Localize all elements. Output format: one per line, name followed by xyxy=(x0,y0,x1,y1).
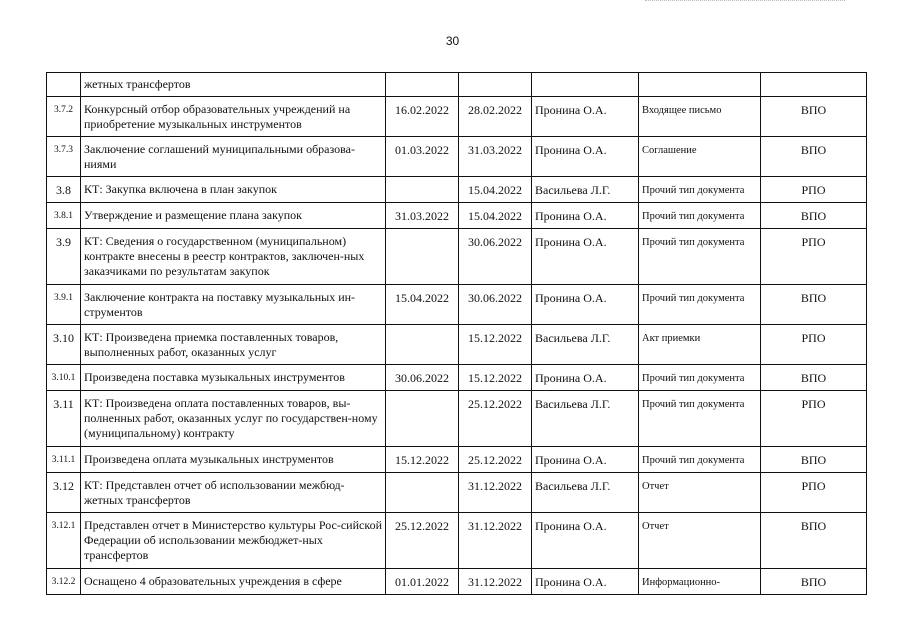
row-number: 3.8 xyxy=(47,177,81,203)
start-date: 25.12.2022 xyxy=(386,513,459,569)
responsible-person: Пронина О.А. xyxy=(532,97,639,137)
task-name: Оснащено 4 образовательных учреждения в сфере xyxy=(81,569,386,595)
end-date: 15.04.2022 xyxy=(459,177,532,203)
start-date: 01.03.2022 xyxy=(386,137,459,177)
control-level: ВПО xyxy=(761,365,867,391)
document-type: Прочий тип документа xyxy=(639,447,761,473)
table-row xyxy=(47,513,867,569)
row-number: 3.9 xyxy=(47,229,81,285)
responsible-person: Пронина О.А. xyxy=(532,447,639,473)
row-number: 3.11.1 xyxy=(47,447,81,473)
row-number: 3.10 xyxy=(47,325,81,365)
responsible-person: Пронина О.А. xyxy=(532,569,639,595)
task-name: Утверждение и размещение плана закупок xyxy=(81,203,386,229)
table-row xyxy=(47,325,867,365)
responsible-person: Пронина О.А. xyxy=(532,513,639,569)
row-number: 3.10.1 xyxy=(47,365,81,391)
document-type: Входящее письмо xyxy=(639,97,761,137)
start-date: 31.03.2022 xyxy=(386,203,459,229)
control-level: РПО xyxy=(761,473,867,513)
end-date: 31.12.2022 xyxy=(459,569,532,595)
responsible-person: Пронина О.А. xyxy=(532,229,639,285)
control-level: РПО xyxy=(761,391,867,447)
start-date xyxy=(386,391,459,447)
task-name: КТ: Произведена оплата поставленных товаров, вы-полненных работ, оказанных услуг по государствен-ному (муниципальному) контракту xyxy=(81,391,386,447)
table-row xyxy=(47,447,867,473)
row-number: 3.11 xyxy=(47,391,81,447)
end-date: 31.12.2022 xyxy=(459,513,532,569)
row-number: 3.12.1 xyxy=(47,513,81,569)
end-date: 25.12.2022 xyxy=(459,447,532,473)
responsible-person: Васильева Л.Г. xyxy=(532,325,639,365)
table-row xyxy=(47,569,867,595)
end-date: 15.12.2022 xyxy=(459,325,532,365)
start-date: 15.04.2022 xyxy=(386,285,459,325)
end-date: 30.06.2022 xyxy=(459,285,532,325)
table-row xyxy=(47,365,867,391)
table-row xyxy=(47,177,867,203)
control-level: ВПО xyxy=(761,285,867,325)
responsible-person: Васильева Л.Г. xyxy=(532,177,639,203)
responsible-person: Пронина О.А. xyxy=(532,137,639,177)
task-name: Произведена поставка музыкальных инструментов xyxy=(81,365,386,391)
start-date xyxy=(386,473,459,513)
table-row xyxy=(47,137,867,177)
row-number: 3.8.1 xyxy=(47,203,81,229)
row-number: 3.9.1 xyxy=(47,285,81,325)
control-level: ВПО xyxy=(761,97,867,137)
start-date xyxy=(386,325,459,365)
start-date: 01.01.2022 xyxy=(386,569,459,595)
end-date: 15.12.2022 xyxy=(459,365,532,391)
control-level: ВПО xyxy=(761,447,867,473)
control-level: ВПО xyxy=(761,569,867,595)
scan-artifact xyxy=(645,0,845,5)
table-row xyxy=(47,97,867,137)
responsible-person: Васильева Л.Г. xyxy=(532,473,639,513)
table-row xyxy=(47,203,867,229)
row-number: 3.12.2 xyxy=(47,569,81,595)
document-type: Прочий тип документа xyxy=(639,365,761,391)
task-name: Заключение соглашений муниципальными образова-ниями xyxy=(81,137,386,177)
task-name: Конкурсный отбор образовательных учреждений на приобретение музыкальных инструментов xyxy=(81,97,386,137)
control-level: РПО xyxy=(761,325,867,365)
end-date: 30.06.2022 xyxy=(459,229,532,285)
task-name: КТ: Сведения о государственном (муниципальном) контракте внесены в реестр контрактов, заключен-ных заказчиками по результатам закупок xyxy=(81,229,386,285)
document-type: Отчет xyxy=(639,473,761,513)
control-level: ВПО xyxy=(761,513,867,569)
row-number: 3.7.3 xyxy=(47,137,81,177)
document-type: Соглашение xyxy=(639,137,761,177)
control-level: ВПО xyxy=(761,203,867,229)
responsible-person: Пронина О.А. xyxy=(532,365,639,391)
table-row xyxy=(47,285,867,325)
end-date: 31.12.2022 xyxy=(459,473,532,513)
start-date xyxy=(386,73,459,97)
document-type: Прочий тип документа xyxy=(639,177,761,203)
task-name: Произведена оплата музыкальных инструментов xyxy=(81,447,386,473)
start-date xyxy=(386,229,459,285)
control-level: ВПО xyxy=(761,137,867,177)
task-name: КТ: Представлен отчет об использовании межбюд-жетных трансфертов xyxy=(81,473,386,513)
document-type xyxy=(639,73,761,97)
start-date: 15.12.2022 xyxy=(386,447,459,473)
task-name: КТ: Закупка включена в план закупок xyxy=(81,177,386,203)
responsible-person xyxy=(532,73,639,97)
row-number: 3.12 xyxy=(47,473,81,513)
table-row xyxy=(47,473,867,513)
document-type: Отчет xyxy=(639,513,761,569)
task-name: Заключение контракта на поставку музыкальных ин-струментов xyxy=(81,285,386,325)
table-row xyxy=(47,73,867,97)
row-number: 3.7.2 xyxy=(47,97,81,137)
document-type: Информационно- xyxy=(639,569,761,595)
row-number xyxy=(47,73,81,97)
table-row xyxy=(47,229,867,285)
control-level: РПО xyxy=(761,229,867,285)
end-date: 15.04.2022 xyxy=(459,203,532,229)
document-type: Прочий тип документа xyxy=(639,229,761,285)
document-type: Прочий тип документа xyxy=(639,203,761,229)
task-name: КТ: Произведена приемка поставленных товаров, выполненных работ, оказанных услуг xyxy=(81,325,386,365)
end-date: 31.03.2022 xyxy=(459,137,532,177)
document-type: Прочий тип документа xyxy=(639,391,761,447)
start-date: 16.02.2022 xyxy=(386,97,459,137)
page-number: 30 xyxy=(445,34,460,48)
responsible-person: Васильева Л.Г. xyxy=(532,391,639,447)
responsible-person: Пронина О.А. xyxy=(532,285,639,325)
plan-table xyxy=(46,72,867,595)
end-date: 25.12.2022 xyxy=(459,391,532,447)
control-level xyxy=(761,73,867,97)
task-name: жетных трансфертов xyxy=(81,73,386,97)
start-date: 30.06.2022 xyxy=(386,365,459,391)
table-row xyxy=(47,391,867,447)
control-level: РПО xyxy=(761,177,867,203)
start-date xyxy=(386,177,459,203)
task-name: Представлен отчет в Министерство культуры Рос-сийской Федерации об использовании межбюджет-ных трансфертов xyxy=(81,513,386,569)
end-date xyxy=(459,73,532,97)
document-type: Акт приемки xyxy=(639,325,761,365)
document-type: Прочий тип документа xyxy=(639,285,761,325)
plan-table-body xyxy=(47,73,867,595)
responsible-person: Пронина О.А. xyxy=(532,203,639,229)
end-date: 28.02.2022 xyxy=(459,97,532,137)
